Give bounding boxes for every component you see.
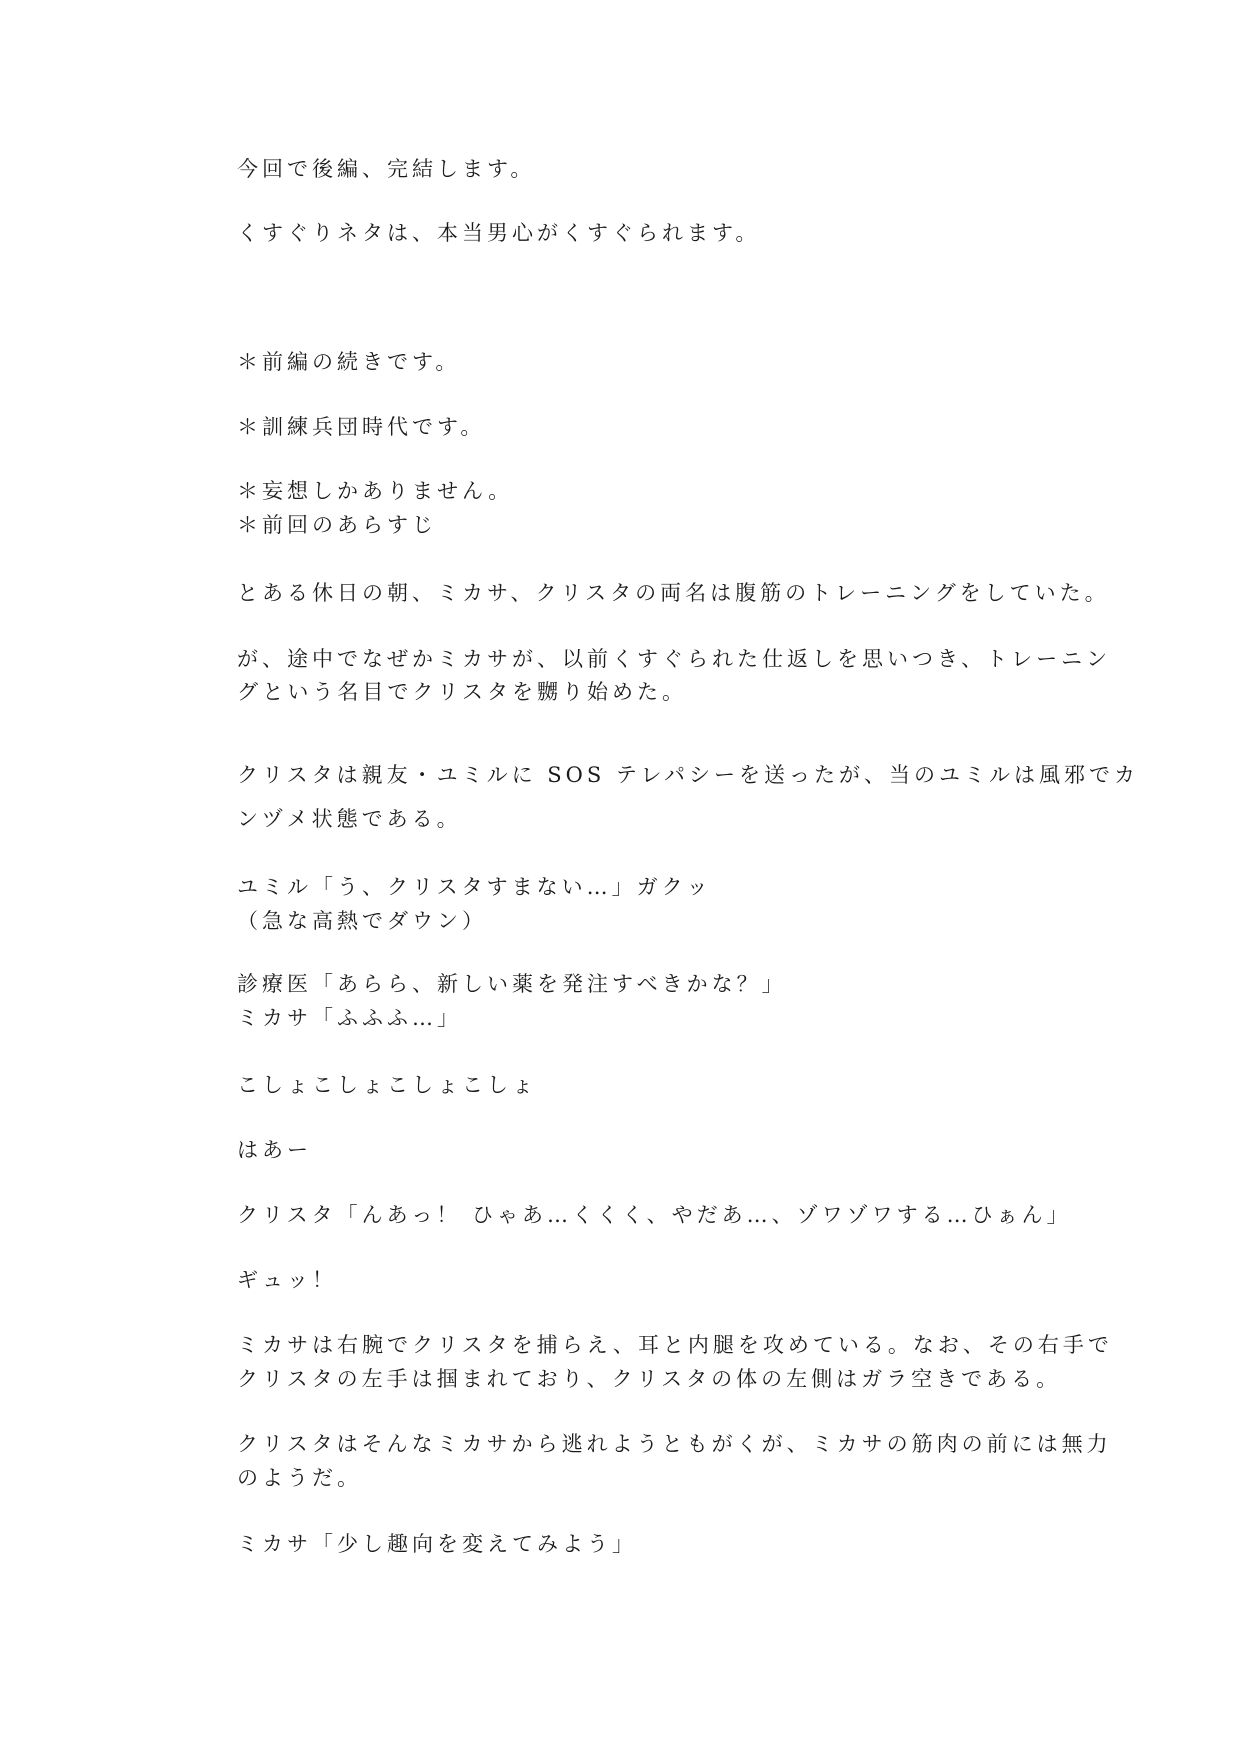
dialogue-line-3: 診療医「あらら、新しい薬を発注すべきかな？」 (237, 972, 787, 996)
sound-line-2: はあー (237, 1138, 312, 1162)
summary-line-2: が、途中でなぜかミカサが、以前くすぐられた仕返しを思いつき、トレーニン (237, 647, 1112, 671)
sound-line-3: ギュッ！ (237, 1268, 337, 1292)
dialogue-line-2: （急な高熱でダウン） (237, 909, 487, 933)
intro-line-2: くすぐりネタは、本当男心がくすぐられます。 (237, 221, 761, 245)
summary-line-5: ンヅメ状態である。 (237, 807, 462, 831)
summary-line-1: とある休日の朝、ミカサ、クリスタの両名は腹筋のトレーニングをしていた。 (237, 581, 1110, 605)
narration-line-3: クリスタはそんなミカサから逃れようともがくが、ミカサの筋肉の前には無力 (237, 1432, 1112, 1456)
dialogue-line-4: ミカサ「ふふふ…」 (237, 1006, 462, 1030)
intro-line-1: 今回で後編、完結します。 (237, 157, 536, 181)
note-line-1: ＊前編の続きです。 (237, 350, 461, 374)
note-line-2: ＊訓練兵団時代です。 (237, 415, 486, 439)
narration-line-4: のようだ。 (237, 1466, 362, 1490)
summary-line-4: クリスタは親友・ユミルに SOS テレパシーを送ったが、当のユミルは風邪でカ (237, 763, 1140, 787)
narration-line-2: クリスタの左手は掴まれており、クリスタの体の左側はガラ空きである。 (237, 1367, 1062, 1391)
sound-line-1: こしょこしょこしょこしょ (237, 1073, 537, 1097)
note-line-3: ＊妄想しかありません。 (237, 479, 514, 503)
dialogue-line-6: ミカサ「少し趣向を変えてみよう」 (237, 1532, 637, 1556)
summary-line-3: グという名目でクリスタを嬲り始めた。 (237, 680, 687, 704)
narration-line-1: ミカサは右腕でクリスタを捕らえ、耳と内腿を攻めている。なお、その右手で (237, 1333, 1113, 1357)
dialogue-line-5: クリスタ「んあっ！ ひゃあ…くくく、やだあ…、ゾワゾワする…ひぁん」 (237, 1203, 1072, 1227)
dialogue-line-1: ユミル「う、クリスタすまない…」ガクッ (237, 875, 712, 899)
note-line-4: ＊前回のあらすじ (237, 513, 437, 537)
